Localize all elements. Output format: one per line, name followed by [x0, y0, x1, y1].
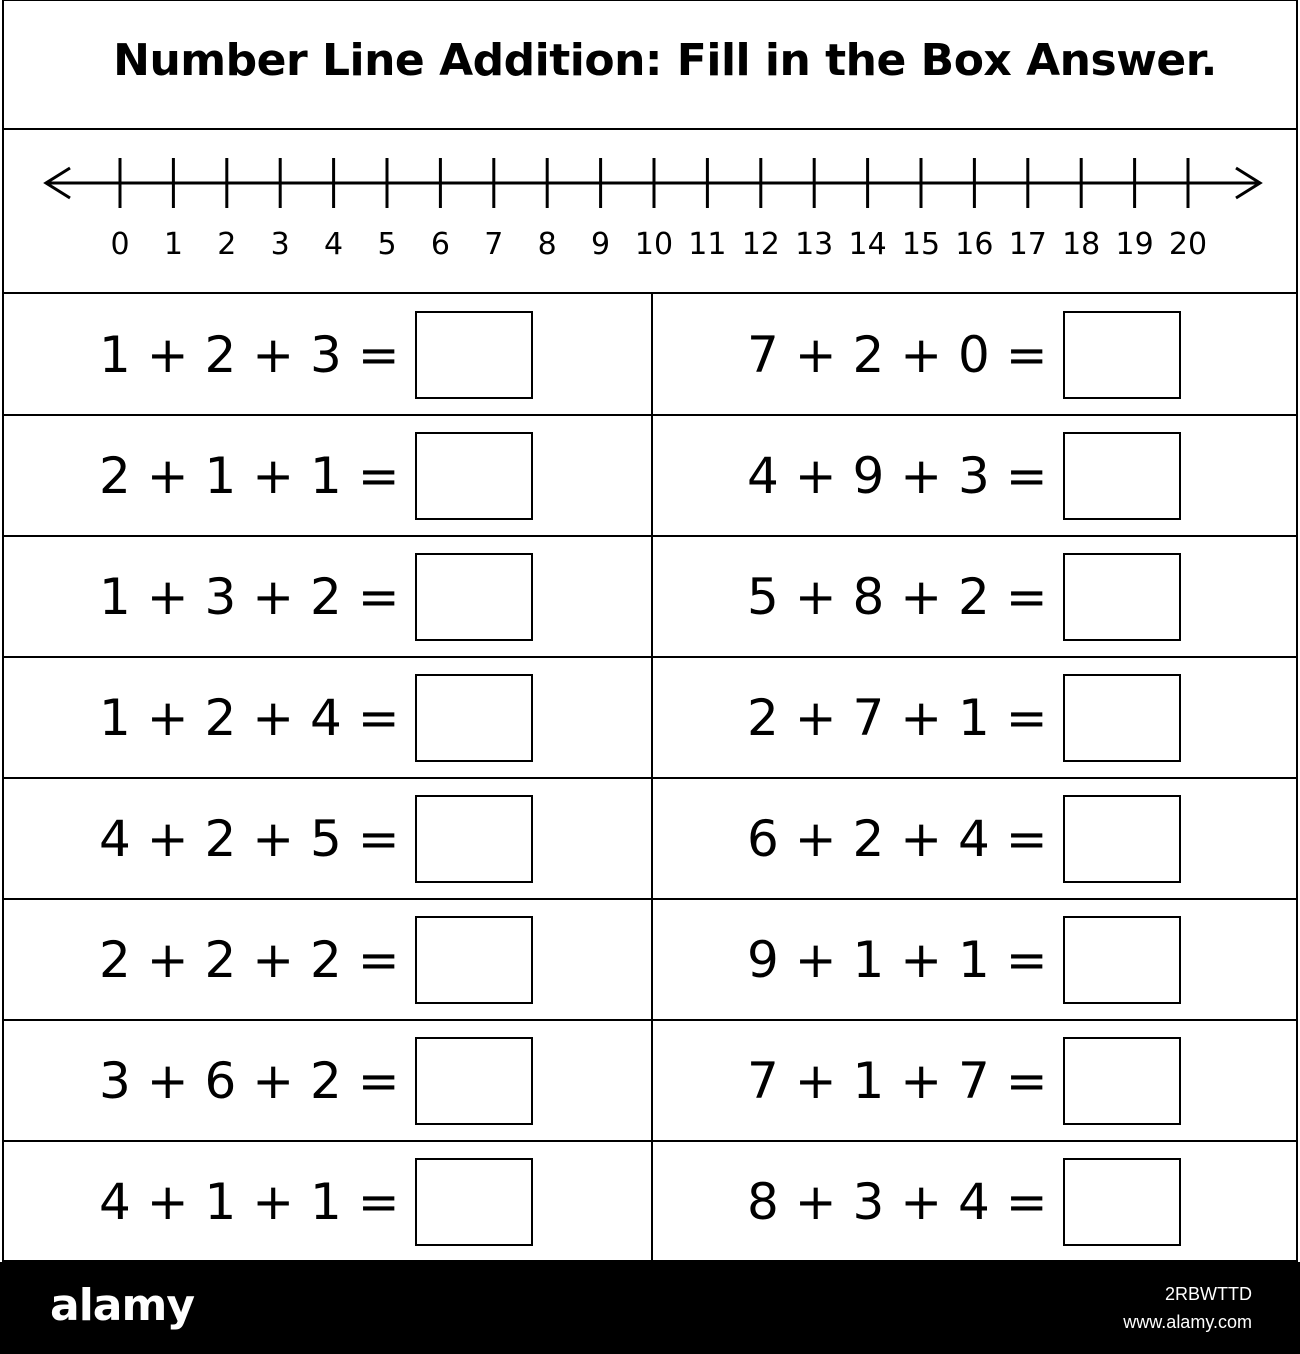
row-divider — [4, 898, 1296, 900]
problem-row — [747, 536, 1181, 657]
problem-row — [747, 294, 1181, 415]
problem-row — [99, 657, 533, 778]
problem-expression: 5 + 8 + 2 = — [747, 567, 1048, 626]
answer-box[interactable] — [1063, 432, 1181, 520]
row-divider — [4, 1140, 1296, 1142]
problem-expression: 6 + 2 + 4 = — [747, 809, 1048, 868]
problem-row — [747, 415, 1181, 536]
answer-box[interactable] — [415, 1037, 533, 1125]
tick-label-10: 10 — [634, 227, 674, 262]
problem-row — [747, 1141, 1181, 1262]
problem-row — [747, 899, 1181, 1020]
tick-label-4: 4 — [324, 227, 344, 262]
tick-label-15: 15 — [901, 227, 941, 262]
problem-expression: 8 + 3 + 4 = — [747, 1172, 1048, 1231]
problem-row — [99, 415, 533, 536]
problem-expression: 2 + 2 + 2 = — [99, 930, 400, 989]
answer-box[interactable] — [415, 311, 533, 399]
brand-logo: alamy — [50, 1280, 194, 1331]
problem-row — [747, 1020, 1181, 1141]
row-divider — [4, 1019, 1296, 1021]
site-url: www.alamy.com — [1123, 1312, 1252, 1332]
answer-box[interactable] — [1063, 916, 1181, 1004]
problem-row — [99, 1020, 533, 1141]
image-id: 2RBWTTD — [1165, 1284, 1252, 1304]
tick-label-7: 7 — [484, 227, 504, 262]
tick-label-14: 14 — [848, 227, 887, 262]
problem-expression: 9 + 1 + 1 = — [747, 930, 1048, 989]
answer-box[interactable] — [1063, 795, 1181, 883]
tick-label-20: 20 — [1168, 227, 1208, 262]
problem-row — [99, 899, 533, 1020]
tick-label-2: 2 — [217, 227, 237, 262]
problem-grid — [4, 294, 1296, 1261]
tick-label-9: 9 — [591, 227, 611, 262]
problem-expression: 4 + 2 + 5 = — [99, 809, 400, 868]
tick-label-1: 1 — [163, 227, 183, 262]
answer-box[interactable] — [415, 1158, 533, 1246]
title-band — [4, 1, 1296, 130]
answer-box[interactable] — [415, 553, 533, 641]
answer-box[interactable] — [415, 432, 533, 520]
answer-box[interactable] — [415, 674, 533, 762]
problem-row — [99, 778, 533, 899]
answer-box[interactable] — [1063, 1158, 1181, 1246]
problem-row — [747, 778, 1181, 899]
tick-label-12: 12 — [741, 227, 780, 262]
tick-label-6: 6 — [430, 227, 450, 262]
problem-row — [99, 1141, 533, 1262]
tick-label-5: 5 — [377, 227, 397, 262]
tick-label-3: 3 — [270, 227, 290, 262]
problem-expression: 2 + 7 + 1 = — [747, 688, 1048, 747]
problem-expression: 3 + 6 + 2 = — [99, 1051, 400, 1110]
tick-label-19: 19 — [1115, 227, 1154, 262]
problem-expression: 4 + 9 + 3 = — [747, 446, 1048, 505]
number-line-ticks — [120, 158, 1188, 208]
tick-label-8: 8 — [537, 227, 557, 262]
problem-expression: 7 + 1 + 7 = — [747, 1051, 1048, 1110]
worksheet — [2, 0, 1298, 1262]
problem-expression: 1 + 2 + 3 = — [99, 325, 400, 384]
tick-label-18: 18 — [1062, 227, 1101, 262]
problem-expression: 7 + 2 + 0 = — [747, 325, 1048, 384]
row-divider — [4, 414, 1296, 416]
problem-row — [99, 294, 533, 415]
answer-box[interactable] — [415, 916, 533, 1004]
answer-box[interactable] — [1063, 674, 1181, 762]
row-divider — [4, 535, 1296, 537]
tick-label-11: 11 — [688, 227, 727, 262]
row-divider — [4, 777, 1296, 779]
number-line — [4, 130, 1296, 292]
answer-box[interactable] — [1063, 1037, 1181, 1125]
problem-expression: 1 + 2 + 4 = — [99, 688, 400, 747]
tick-label-17: 17 — [1008, 227, 1047, 262]
tick-label-13: 13 — [795, 227, 834, 262]
problem-expression: 1 + 3 + 2 = — [99, 567, 400, 626]
problem-row — [99, 536, 533, 657]
number-line-labels — [110, 227, 1207, 262]
problem-row — [747, 657, 1181, 778]
problem-expression: 2 + 1 + 1 = — [99, 446, 400, 505]
tick-label-0: 0 — [110, 227, 130, 262]
answer-box[interactable] — [415, 795, 533, 883]
answer-box[interactable] — [1063, 311, 1181, 399]
row-divider — [4, 656, 1296, 658]
footer-bar — [0, 1262, 1300, 1354]
problem-expression: 4 + 1 + 1 = — [99, 1172, 400, 1231]
number-line-band — [4, 130, 1296, 294]
worksheet-title: Number Line Addition: Fill in the Box Answer. — [113, 35, 1217, 86]
tick-label-16: 16 — [955, 227, 994, 262]
answer-box[interactable] — [1063, 553, 1181, 641]
